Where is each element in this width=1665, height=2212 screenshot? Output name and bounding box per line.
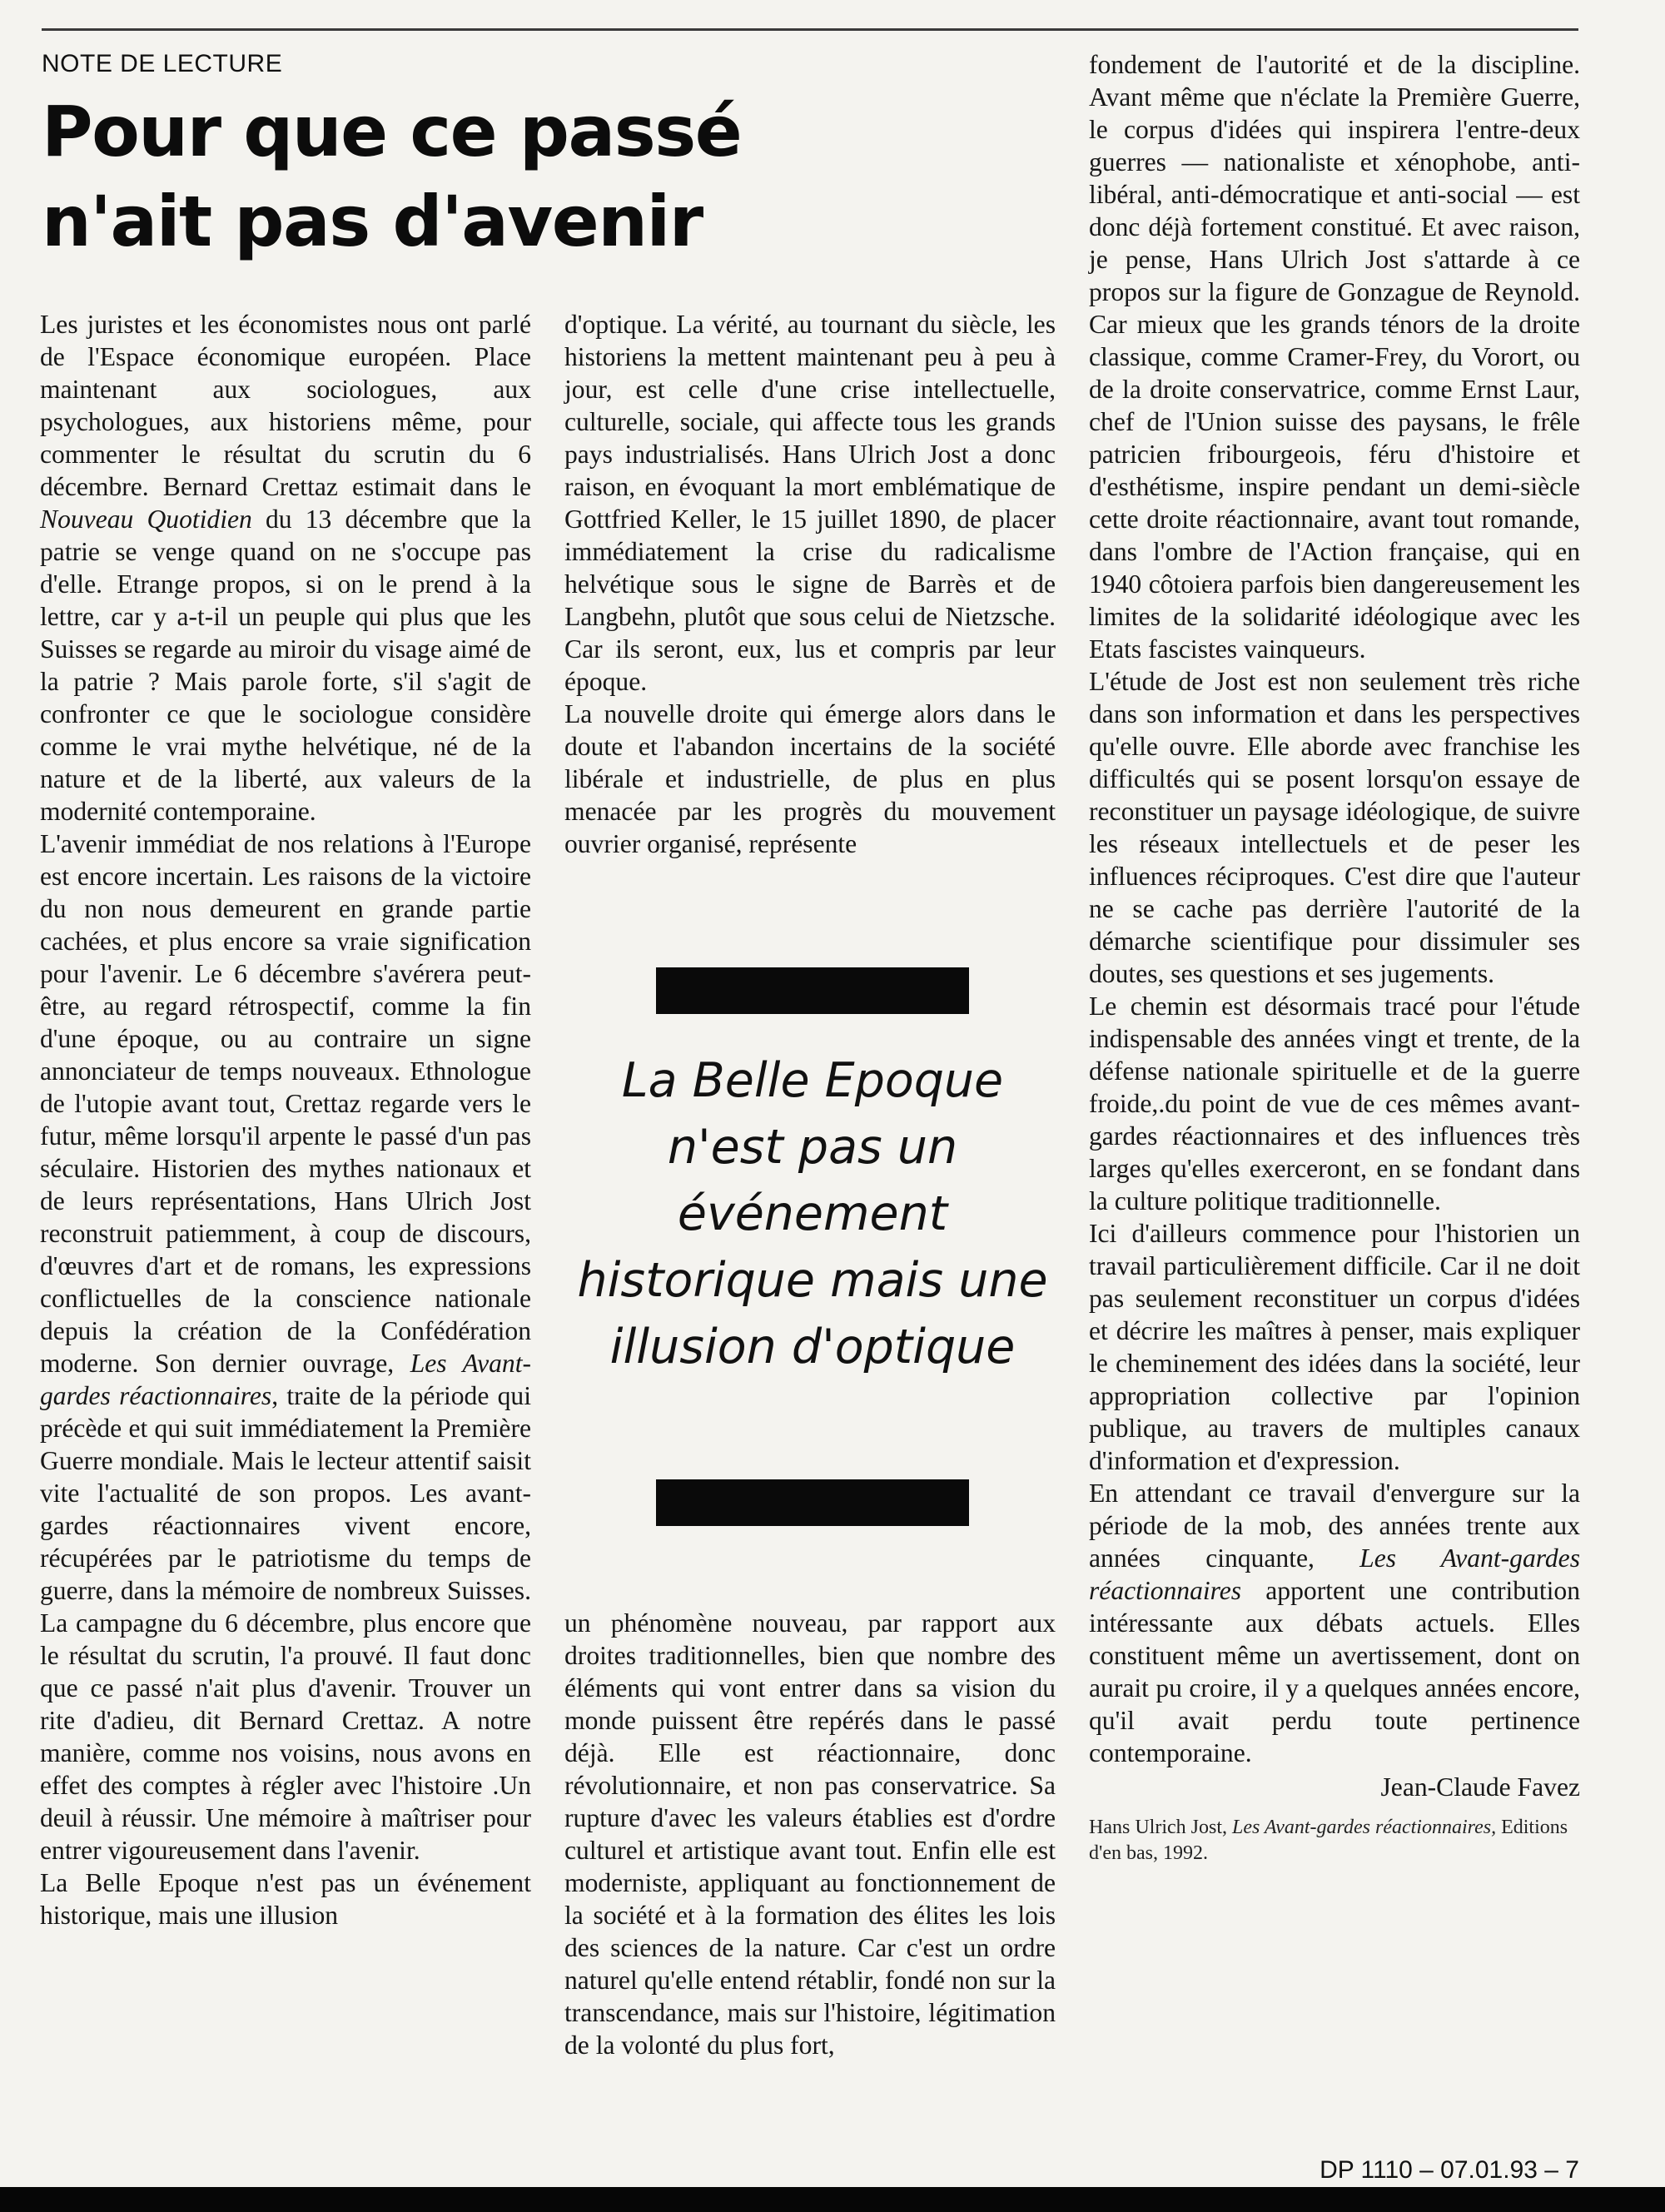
text-run: Les juristes et les économistes nous ont parlé de l'Espace économique européen. Place maintenant aux sociologues, aux psychologues, aux historiens même, pour commenter le résultat du scrutin du 6 décembre. Bernard Crettaz estimait dans le	[40, 310, 531, 501]
book-reference	[1089, 1815, 1580, 1867]
paragraph	[40, 828, 531, 1867]
column-2-top	[564, 308, 1056, 860]
page-footer: DP 1110 – 07.01.93 – 7	[1320, 2156, 1579, 2184]
article-title	[42, 87, 1041, 266]
author-signature: Jean-Claude Favez	[1380, 1772, 1580, 1802]
text-run: L'avenir immédiat de nos relations à l'Europe est encore incertain. Les raisons de la victoire du non nous demeurent en grande partie cachées, et plus encore sa vraie signification pour l'avenir. Le 6 décembre s'avérera peut-être, au regard rétrospectif, comme la fin d'une époque, ou au contraire un signe annonciateur de temps nouveaux. Ethnologue de l'utopie avant tout, Crettaz regarde vers le futur, même lorsqu'il arpente le passé d'un pas séculaire. Historien des mythes nationaux et de leurs représentations, Hans Ulrich Jost reconstruit patiemment, à coup de discours, d'œuvres d'art et de romans, les expressions conflictuelles de la conscience nationale depuis la création de la Confédération moderne. Son dernier ouvrage,	[40, 829, 531, 1378]
bottom-bar	[0, 2187, 1665, 2212]
column-3	[1089, 48, 1580, 1867]
pullquote-bar-bottom	[656, 1479, 969, 1526]
paragraph	[40, 308, 531, 828]
column-2-bottom	[564, 1607, 1056, 2061]
pullquote-bar-top	[656, 967, 969, 1014]
title-line-2: n'ait pas d'avenir	[42, 181, 703, 262]
book-title: Les Avant-gardes réactionnaires	[1089, 1543, 1580, 1605]
book-title: Les Avant-gardes réactionnaires	[40, 1349, 531, 1410]
paragraph: Ici d'ailleurs commence pour l'historien un travail particulièrement difficile. Car il ne doit pas seulement reconstituer un corpus d'idées et décrire les maîtres à penser, mais expliquer le cheminement des idées dans la société, leur appropriation collective par l'opinion publique, au travers de multiples canaux d'information et d'expression.	[1089, 1219, 1580, 1475]
text-run: apportent une contribution intéressante aux débats actuels. Elles constituent même un avertissement, dont on aurait pu croire, il y a quelques années encore, qu'il avait perdu toute pertinence contemporaine.	[1089, 1576, 1580, 1767]
paragraph: Le chemin est désormais tracé pour l'étude indispensable des années vingt et trente, de la défense nationale spirituelle et de la guerre froide,.du point de vue de ces mêmes avant-gardes réactionnaires et des influences très larges qu'elles exerceront, en se fondant dans la culture politique traditionnelle.	[1089, 992, 1580, 1215]
paragraph: La Belle Epoque n'est pas un événement historique, mais une illusion	[40, 1868, 531, 1930]
newspaper-title: Nouveau Quotidien	[40, 505, 252, 534]
paragraph: un phénomène nouveau, par rapport aux droites traditionnelles, bien que nombre des éléments qui vont entrer dans sa vision du monde puissent être repérés dans le passé déjà. Elle est réactionnaire, donc révolutionnaire, et non pas conservatrice. Sa rupture d'avec les valeurs établies est d'ordre culturel et artistique avant tout. Enfin elle est moderniste, appliquant au fonctionnement de la société et à la formation des élites les lois des sciences de la nature. Car c'est un ordre naturel qu'elle entend rétablir, fondé non sur la transcendance, mais sur l'histoire, légitimation de la volonté du plus fort,	[564, 1608, 1056, 2060]
paragraph: L'étude de Jost est non seulement très riche dans son information et dans les perspectives qu'elle ouvre. Elle aborde avec franchise les difficultés qui se posent lorsqu'on essaye de reconstituer un paysage idéologique, de suivre les réseaux intellectuels et de peser les influences réciproques. C'est dire que l'auteur ne se cache pas derrière l'autorité de la démarche scientifique pour dissimuler ses doutes, ses questions et ses jugements.	[1089, 667, 1580, 988]
text-run: En attendant ce travail d'envergure sur la période de la mob, des années trente aux années cinquante,	[1089, 1479, 1580, 1573]
top-rule	[42, 28, 1578, 31]
text-run: Hans Ulrich Jost,	[1089, 1817, 1232, 1838]
title-line-1: Pour que ce passé	[42, 91, 742, 172]
paragraph: d'optique. La vérité, au tournant du siècle, les historiens la mettent maintenant peu à peu à jour, est celle d'une crise intellectuelle, culturelle, sociale, qui affecte tous les grands pays industrialisés. Hans Ulrich Jost a donc raison, en évoquant la mort emblématique de Gottfried Keller, le 15 juillet 1890, de placer immédiatement la crise du radicalisme helvétique sous le signe de Barrès et de Langbehn, plutôt que sous celui de Nietzsche. Car ils seront, eux, lus et compris par leur époque.	[564, 310, 1056, 696]
text-run: du 13 décembre que la patrie se venge quand on ne s'occupe pas d'elle. Etrange propos, si on le prend à la lettre, car y a-t-il un peuple qui plus que les Suisses se regarde au miroir du visage aimé de la patrie ? Mais parole forte, s'il s'agit de confronter ce que le sociologue considère comme le vrai mythe helvétique, né de la nature et de la liberté, aux valeurs de la modernité contemporaine.	[40, 505, 531, 826]
column-1	[40, 308, 531, 1931]
section-kicker: NOTE DE LECTURE	[42, 50, 283, 77]
text-run: Editions d'en bas, 1992.	[1089, 1817, 1568, 1864]
book-title: Les Avant-gardes réactionnaires,	[1231, 1817, 1497, 1838]
pullquote: La Belle Epoque n'est pas un événement historique mais une illusion d'optique	[577, 1053, 1048, 1374]
paragraph	[1089, 1477, 1580, 1769]
paragraph: La nouvelle droite qui émerge alors dans le doute et l'abandon incertains de la société libérale et industrielle, de plus en plus menacée par les progrès du mouvement ouvrier organisé, représente	[564, 699, 1056, 858]
text-run: , traite de la période qui précède et qui suit immédiatement la Première Guerre mondiale. Mais le lecteur attentif saisit vite l'actualité de son propos. Les avant-gardes réactionnaires vivent encore, récupérées par le patriotisme du temps de guerre, dans la mémoire de nombreux Suisses. La campagne du 6 décembre, plus encore que le résultat du scrutin, l'a prouvé. Il faut donc que ce passé n'ait plus d'avenir. Trouver un rite d'adieu, dit Bernard Crettaz. A notre manière, comme nos voisins, nous avons en effet des comptes à régler avec l'histoire .Un deuil à réussir. Une mémoire à maîtriser pour entrer vigoureusement dans l'avenir.	[40, 1381, 531, 1865]
paragraph: fondement de l'autorité et de la discipline. Avant même que n'éclate la Première Guerre, le corpus d'idées qui inspirera l'entre-deux guerres — nationaliste et xénophobe, anti-libéral, anti-démocratique et anti-social — est donc déjà fortement constitué. Et avec raison, je pense, Hans Ulrich Jost s'attarde à ce propos sur la figure de Gonzague de Reynold. Car mieux que les grands ténors de la droite classique, comme Cramer-Frey, du Vorort, ou de la droite conservatrice, comme Ernst Laur, chef de l'Union suisse des paysans, le frêle patricien fribourgeois, féru d'histoire et d'esthétisme, inspire pendant un demi-siècle cette droite réactionnaire, avant tout romande, dans l'ombre de l'Action française, qui en 1940 côtoiera parfois bien dangereusement les limites de la solidarité idéologique avec les Etats fascistes vainqueurs.	[1089, 50, 1580, 664]
